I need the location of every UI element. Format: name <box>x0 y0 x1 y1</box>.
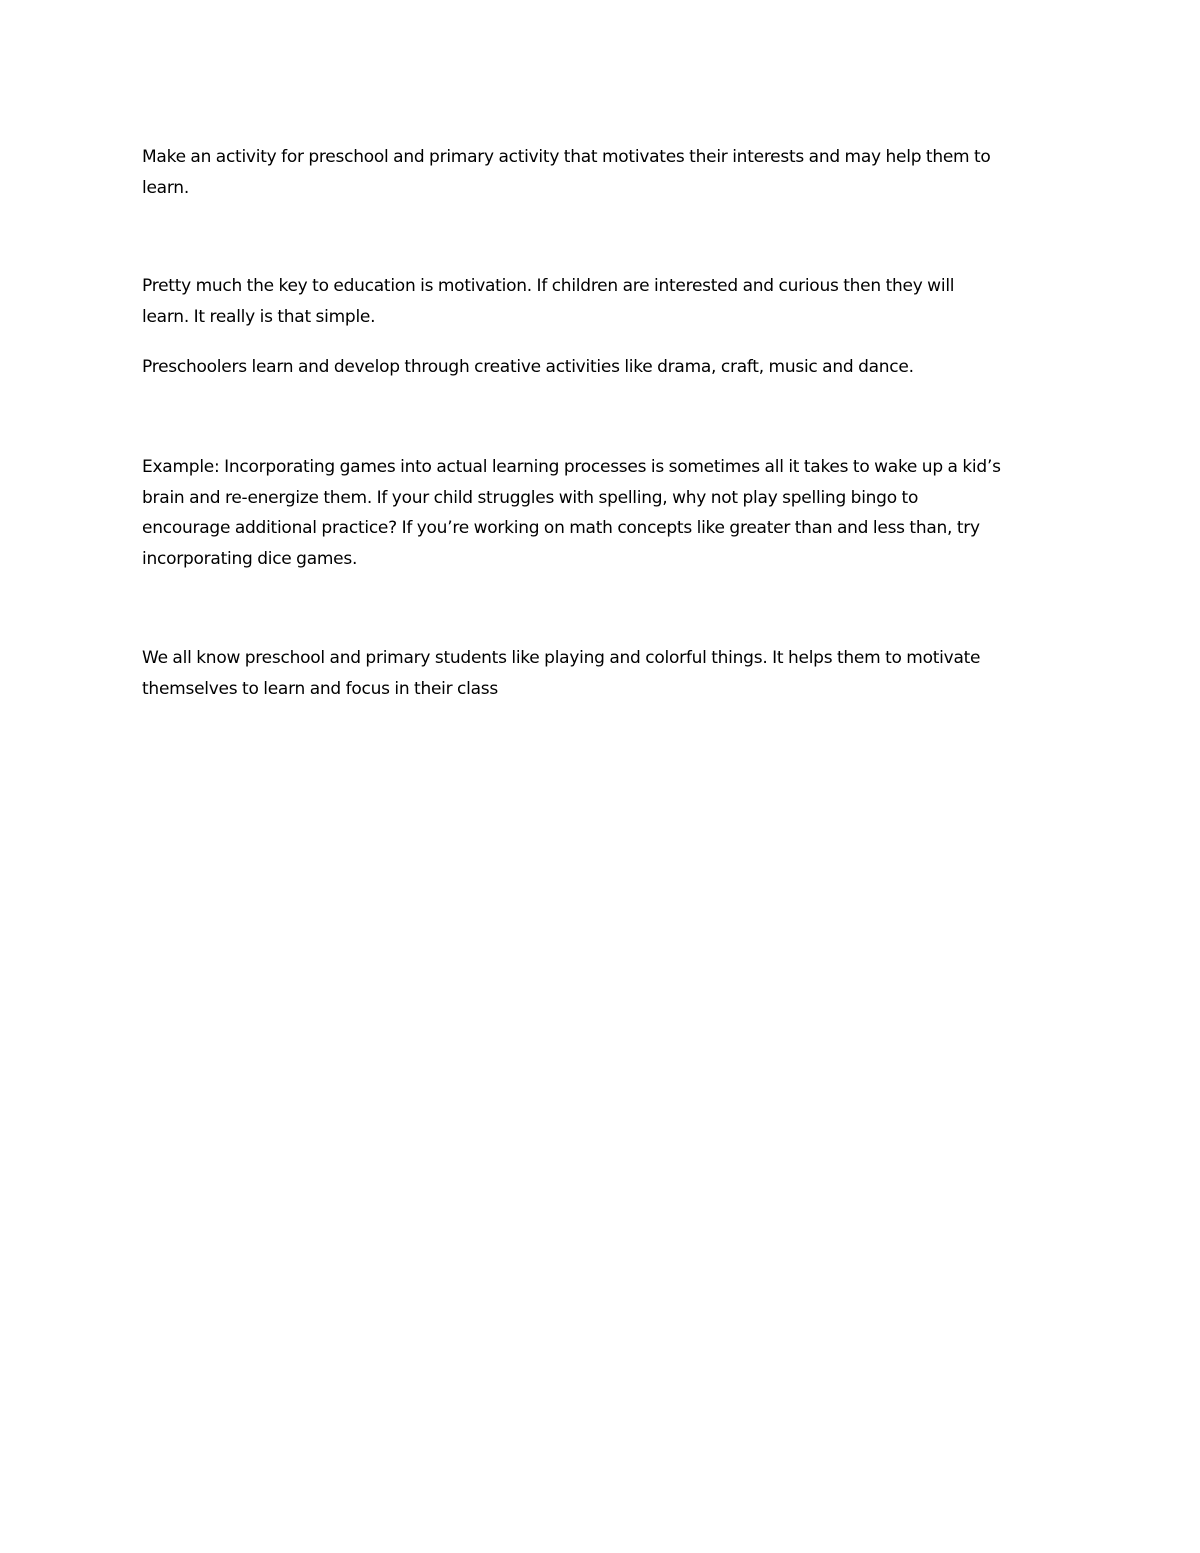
paragraph-preschoolers <box>142 352 1062 383</box>
paragraph-motivation <box>142 271 1062 332</box>
text-line: We all know preschool and primary students like playing and colorful things. It helps them to motivate <box>142 648 981 668</box>
text-line: encourage additional practice? If you’re working on math concepts like greater than and less than, try <box>142 518 980 538</box>
text-line: learn. It really is that simple. <box>142 306 376 327</box>
paragraph-task-prompt <box>142 142 1062 203</box>
paragraph-conclusion <box>142 643 1062 704</box>
text-line: Example: Incorporating games into actual learning processes is sometimes all it takes to wake up a kid’s <box>142 457 1001 477</box>
text-line: learn. <box>142 177 189 198</box>
paragraph-example <box>142 452 1062 574</box>
text-line: Pretty much the key to education is motivation. If children are interested and curious then they will <box>142 276 955 296</box>
text-line: Make an activity for preschool and primary activity that motivates their interests and may help them to <box>142 147 991 167</box>
text-line: incorporating dice games. <box>142 548 358 569</box>
text-line: brain and re-energize them. If your child struggles with spelling, why not play spelling bingo to <box>142 487 919 508</box>
text-line: Preschoolers learn and develop through creative activities like drama, craft, music and dance. <box>142 357 914 377</box>
text-line: themselves to learn and focus in their class <box>142 678 498 699</box>
